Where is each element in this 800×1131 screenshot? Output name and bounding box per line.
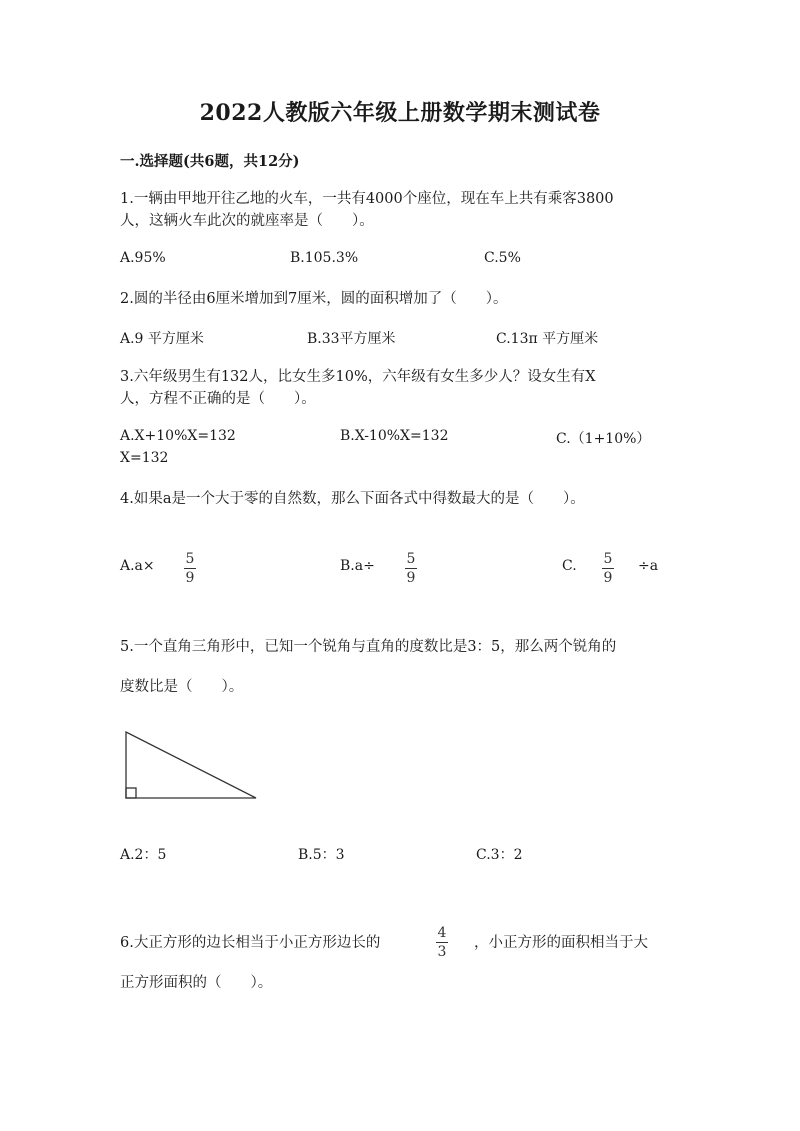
question-2-option-c: C.13π 平方厘米: [496, 331, 599, 347]
question-3-line-2: 人，方程不正确的是（ ）。: [120, 391, 316, 407]
question-5-line-1: 5.一个直角三角形中，已知一个锐角与直角的度数比是3：5，那么两个锐角的: [120, 639, 617, 655]
fraction-numerator: 4: [437, 925, 447, 941]
section-heading: 一.选择题(共6题，共12分): [120, 153, 300, 170]
question-3-option-a: A.X+10%X=132: [120, 428, 236, 444]
question-5-option-b: B.5：3: [298, 847, 345, 863]
question-6-fraction: [436, 925, 448, 960]
fraction-bar: [405, 568, 417, 569]
right-angle-marker: [126, 788, 136, 798]
question-4-fraction-b: [405, 551, 417, 586]
question-4-line-1: 4.如果a是一个大于零的自然数，那么下面各式中得数最大的是（ ）。: [120, 491, 585, 507]
triangle-outline: [126, 732, 256, 798]
question-4-option-a: A.a×: [120, 558, 155, 574]
fraction-bar: [602, 568, 614, 569]
fraction-denominator: 9: [185, 570, 195, 586]
question-5-line-2: 度数比是（ ）。: [120, 679, 244, 695]
question-3-line-1: 3.六年级男生有132人，比女生多10%，六年级有女生多少人？设女生有X: [120, 369, 596, 385]
question-1-option-b: B.105.3%: [290, 250, 359, 266]
fraction-numerator: 5: [603, 551, 613, 567]
question-2-option-b: B.33平方厘米: [307, 331, 396, 347]
fraction-denominator: 9: [406, 570, 416, 586]
question-1-line-1: 1.一辆由甲地开往乙地的火车，一共有4000个座位，现在车上共有乘客3800: [120, 191, 614, 207]
fraction-numerator: 5: [185, 551, 195, 567]
question-1-line-2: 人，这辆火车此次的就座率是（ ）。: [120, 213, 374, 229]
question-4-option-c: C.: [562, 558, 577, 574]
fraction-bar: [184, 568, 196, 569]
question-6-line-1-part-b: ，小正方形的面积相当于大: [474, 935, 648, 951]
question-5-option-c: C.3：2: [476, 847, 523, 863]
question-4-option-c-suffix: ÷a: [638, 558, 659, 574]
question-5-option-a: A.2：5: [120, 847, 167, 863]
question-4-option-b: B.a÷: [340, 558, 375, 574]
fraction-denominator: 3: [437, 944, 447, 960]
question-3-option-c-continued: X=132: [120, 450, 169, 466]
question-3-option-b: B.X-10%X=132: [340, 428, 449, 444]
question-1-option-c: C.5%: [484, 250, 521, 266]
question-2-option-a: A.9 平方厘米: [120, 331, 204, 347]
fraction-numerator: 5: [406, 551, 416, 567]
question-6-line-1-part-a: 6.大正方形的边长相当于小正方形边长的: [120, 935, 381, 951]
question-4-fraction-c: [602, 551, 614, 586]
question-2-line-1: 2.圆的半径由6厘米增加到7厘米，圆的面积增加了（ ）。: [120, 291, 508, 307]
fraction-bar: [436, 942, 448, 943]
right-triangle-figure: [120, 728, 262, 802]
fraction-denominator: 9: [603, 570, 613, 586]
question-3-option-c: C.（1+10%）: [556, 431, 651, 447]
page-title: 2022人教版六年级上册数学期末测试卷: [199, 100, 601, 126]
question-1-option-a: A.95%: [120, 250, 166, 266]
question-4-fraction-a: [184, 551, 196, 586]
question-6-line-2: 正方形面积的（ ）。: [120, 975, 273, 991]
